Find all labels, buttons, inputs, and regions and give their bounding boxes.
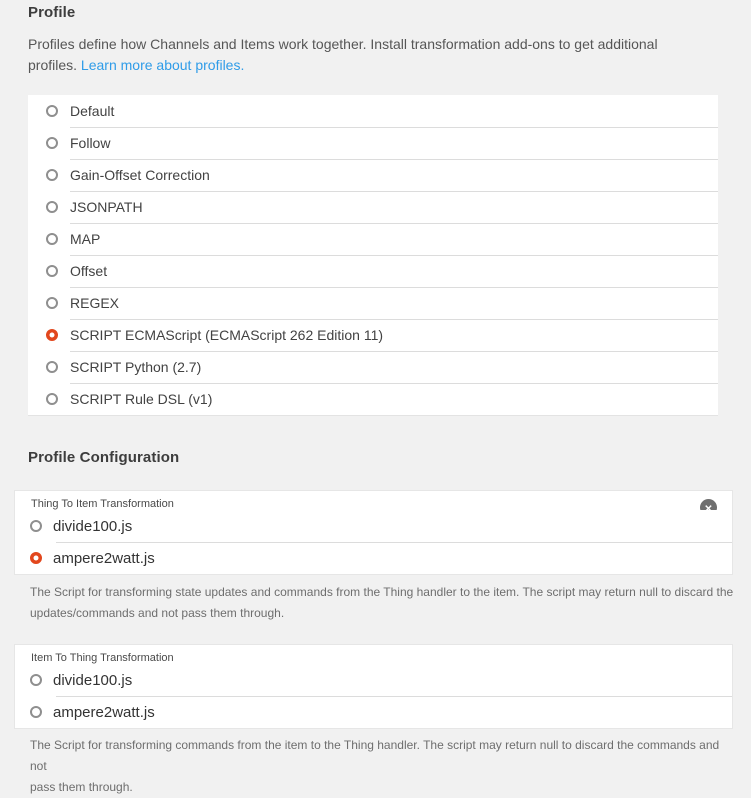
profile-option-label: JSONPATH: [70, 199, 143, 215]
profile-option-label: MAP: [70, 231, 101, 247]
profile-option-follow[interactable]: [28, 127, 718, 159]
description-line: The Script for transforming state updates and commands from the Thing handler to the item. The script may return null to discard the: [30, 585, 734, 599]
profile-description-line2-prefix: profiles.: [28, 57, 81, 73]
description-line: updates/commands and not pass them through.: [30, 606, 285, 620]
profile-description-line1: Profiles define how Channels and Items work together. Install transformation add-ons to get additional: [28, 36, 658, 52]
profile-option-label: REGEX: [70, 295, 120, 311]
description-line: The Script for transforming commands from the item to the Thing handler. The script may return null to discard the commands and not: [30, 738, 720, 773]
radio-script-ecmascript[interactable]: [46, 329, 58, 341]
item-to-thing-option-ampere2watt[interactable]: [15, 696, 732, 728]
radio-offset[interactable]: [46, 265, 58, 277]
profile-option-script-ecmascript[interactable]: [28, 319, 718, 351]
radio-script-python[interactable]: [46, 361, 58, 373]
profile-option-script-rule-dsl[interactable]: [28, 383, 718, 415]
profile-option-label: SCRIPT ECMAScript (ECMAScript 262 Edition 11): [70, 327, 384, 343]
radio-item-to-thing-divide100[interactable]: [30, 674, 42, 686]
thing-to-item-option-ampere2watt[interactable]: [15, 542, 732, 574]
profile-option-label: SCRIPT Rule DSL (v1): [70, 391, 213, 407]
radio-item-to-thing-ampere2watt[interactable]: [30, 706, 42, 718]
profile-option-regex[interactable]: [28, 287, 718, 319]
profile-option-list: [28, 95, 718, 416]
option-label: divide100.js: [53, 517, 133, 535]
item-to-thing-option-divide100[interactable]: [15, 664, 732, 696]
profile-option-label: Default: [70, 103, 115, 119]
item-to-thing-transformation-description: [30, 735, 737, 798]
profile-option-label: Follow: [70, 135, 111, 151]
profile-option-label: SCRIPT Python (2.7): [70, 359, 202, 375]
thing-to-item-option-divide100[interactable]: [15, 510, 732, 542]
option-label: ampere2watt.js: [53, 703, 155, 721]
profile-configuration-title: Profile Configuration: [28, 449, 180, 466]
profile-option-gain-offset-correction[interactable]: [28, 159, 718, 191]
radio-default[interactable]: [46, 105, 58, 117]
profile-option-jsonpath[interactable]: [28, 191, 718, 223]
radio-thing-to-item-divide100[interactable]: [30, 520, 42, 532]
description-line: pass them through.: [30, 780, 133, 794]
radio-gain-offset-correction[interactable]: [46, 169, 58, 181]
profile-description: [28, 34, 721, 76]
thing-to-item-transformation-label: Thing To Item Transformation: [31, 498, 174, 510]
item-to-thing-transformation-label: Item To Thing Transformation: [31, 652, 174, 664]
profile-option-label: Offset: [70, 263, 108, 279]
radio-jsonpath[interactable]: [46, 201, 58, 213]
profile-section-title: Profile: [28, 4, 76, 21]
learn-more-profiles-link[interactable]: Learn more about profiles.: [80, 57, 245, 73]
profile-option-map[interactable]: [28, 223, 718, 255]
thing-to-item-transformation-panel: [14, 490, 733, 575]
profile-option-label: Gain-Offset Correction: [70, 167, 210, 183]
profile-option-default[interactable]: [28, 95, 718, 127]
option-label: ampere2watt.js: [53, 549, 155, 567]
radio-thing-to-item-ampere2watt[interactable]: [30, 552, 42, 564]
item-to-thing-transformation-panel: [14, 644, 733, 729]
radio-regex[interactable]: [46, 297, 58, 309]
radio-follow[interactable]: [46, 137, 58, 149]
radio-map[interactable]: [46, 233, 58, 245]
profile-description-line2: [28, 55, 721, 76]
option-label: divide100.js: [53, 671, 133, 689]
profile-option-offset[interactable]: [28, 255, 718, 287]
thing-to-item-transformation-description: [30, 582, 737, 624]
radio-script-rule-dsl[interactable]: [46, 393, 58, 405]
profile-option-script-python[interactable]: [28, 351, 718, 383]
